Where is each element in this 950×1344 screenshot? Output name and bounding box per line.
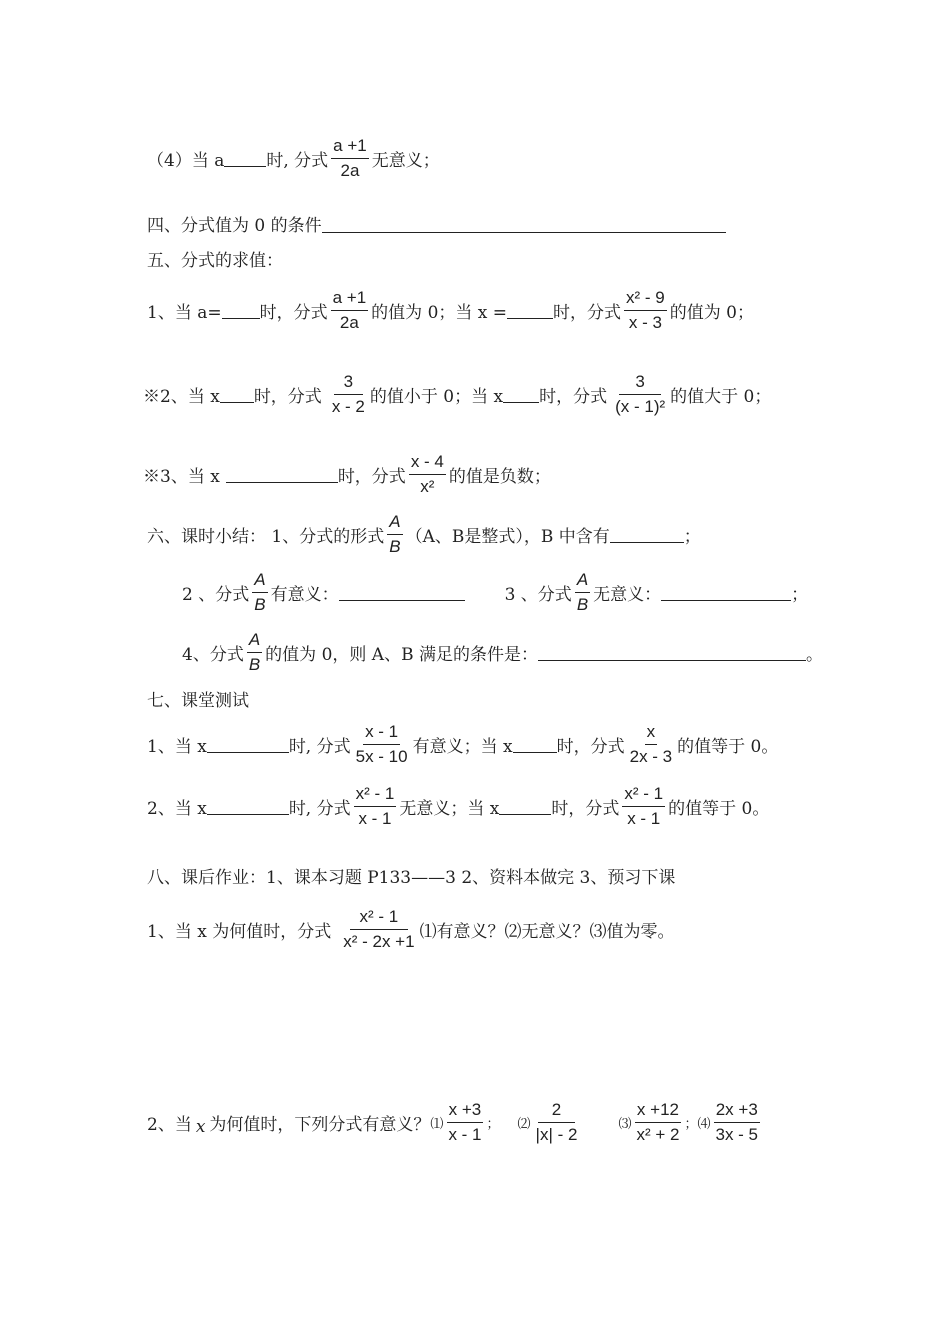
- q3-f-num: x - 4: [409, 452, 446, 475]
- hw2-f1-num: x +3: [447, 1100, 484, 1123]
- t2-blank-1[interactable]: [207, 797, 289, 815]
- hw2-sep-1: ；: [486, 1116, 500, 1132]
- q1-f1-num: a +1: [331, 288, 369, 311]
- section-6-item-4: [182, 630, 823, 674]
- hw1-f-den: x² - 2x +1: [343, 931, 415, 951]
- hw2-fraction-2: [534, 1100, 580, 1144]
- t1-blank-2[interactable]: [513, 735, 557, 753]
- hw1-fraction: [341, 907, 416, 951]
- hw2-fraction-3: [634, 1100, 681, 1144]
- item-4: [147, 136, 440, 180]
- sec6-blank[interactable]: [610, 525, 684, 543]
- hw2-label-1: ⑴: [430, 1116, 444, 1132]
- sec6b-blank-2[interactable]: [661, 583, 791, 601]
- item4-frac-den: 2a: [340, 160, 360, 180]
- q1-p5: 的值为 0；: [669, 302, 754, 323]
- t1-p1: 1、当 x: [147, 736, 207, 757]
- sec6b-p4: 无意义：: [593, 584, 662, 605]
- t2-fraction-2: [622, 784, 665, 828]
- t2-p2: 时, 分式: [288, 798, 351, 819]
- hw1-f-num: x² - 1: [350, 907, 409, 930]
- t2-fraction-1: [354, 784, 397, 828]
- sec6b-fraction-1: [252, 570, 267, 614]
- q1-fraction-2: [624, 288, 667, 332]
- section-6: [147, 512, 701, 556]
- q1: [147, 288, 754, 332]
- homework-1: [147, 907, 675, 951]
- t2-p3: 无意义；当 x: [399, 798, 500, 819]
- q3-p3: 的值是负数；: [448, 466, 551, 487]
- q1-p4: 时，分式: [553, 302, 622, 323]
- sec6c-p2: 的值为 0，则 A、B 满足的条件是：: [265, 644, 538, 665]
- q3-f-den: x²: [420, 476, 435, 496]
- q1-p3: 的值为 0；当 x =: [371, 302, 508, 323]
- t1-p4: 时，分式: [556, 736, 625, 757]
- sec6b-p3: 3 、分式: [504, 584, 572, 605]
- hw2-label-4: ⑷: [697, 1116, 711, 1132]
- q2-p4: 时，分式: [539, 386, 608, 407]
- homework-2: [147, 1100, 763, 1144]
- t1-f1-den: 5x - 10: [355, 746, 408, 766]
- q2-p1: ※2、当 x: [143, 386, 220, 407]
- sec6b-f1-num: A: [252, 570, 267, 593]
- q1-f2-den: x - 3: [628, 312, 662, 332]
- item4-mid: 时, 分式: [266, 150, 329, 171]
- sec6c-p1: 4、分式: [182, 644, 244, 665]
- q3-p1: ※3、当 x: [143, 466, 220, 487]
- hw2-f1-den: x - 1: [448, 1124, 482, 1144]
- q3-blank[interactable]: [226, 465, 338, 483]
- q2: [143, 372, 771, 416]
- sec6-fraction: [387, 512, 402, 556]
- hw2-sep-3: ；: [684, 1116, 698, 1132]
- sec6c-f-num: A: [247, 630, 262, 653]
- t1-fraction-2: [628, 722, 675, 766]
- sec5-text: 五、分式的求值：: [147, 251, 283, 271]
- sec4-text: 四、分式值为 0 的条件: [147, 216, 322, 236]
- sec6c-blank[interactable]: [538, 643, 806, 661]
- q2-f1-num: 3: [334, 372, 363, 395]
- t1-p3: 有意义；当 x: [412, 736, 513, 757]
- q3-fraction: [409, 452, 446, 496]
- sec6c-fraction: [247, 630, 262, 674]
- q1-f1-den: 2a: [339, 312, 359, 332]
- hw2-f2-den: |x| - 2: [535, 1124, 578, 1144]
- q3-p2: 时，分式: [337, 466, 406, 487]
- q2-fraction-1: [330, 372, 367, 416]
- q1-p2: 时，分式: [259, 302, 328, 323]
- hw2-p1: 2、当: [147, 1114, 192, 1135]
- q2-blank-1[interactable]: [220, 385, 254, 403]
- hw1-p1: 1、当 x 为何值时，分式: [147, 921, 332, 942]
- section-5: [147, 246, 283, 271]
- t2-f2-den: x - 1: [627, 808, 661, 828]
- hw2-p2: 为何值时，下列分式有意义？: [209, 1114, 431, 1135]
- t2-p1: 2、当 x: [147, 798, 207, 819]
- q2-f1-den: x - 2: [331, 396, 365, 416]
- test-2: [147, 784, 769, 828]
- t2-f2-num: x² - 1: [622, 784, 665, 807]
- sec6b-p1: 2 、分式: [182, 584, 250, 605]
- section-6-items-2-3: [182, 570, 808, 614]
- sec6b-blank-1[interactable]: [339, 583, 465, 601]
- hw2-f2-num: 2: [538, 1100, 575, 1123]
- sec6b-f1-den: B: [254, 594, 266, 614]
- q1-p1: 1、当 a=: [147, 302, 222, 323]
- t2-p5: 的值等于 0。: [668, 798, 770, 819]
- sec6-f-num: A: [387, 512, 402, 535]
- item4-fraction: [331, 136, 369, 180]
- sec6b-p5: ；: [791, 584, 809, 605]
- sec7-text: 七、课堂测试: [147, 691, 249, 711]
- q2-blank-2[interactable]: [503, 385, 539, 403]
- q2-f2-den: (x - 1)²: [615, 396, 666, 416]
- q3: [143, 452, 551, 496]
- hw2-label-2: ⑵: [517, 1116, 531, 1132]
- q1-fraction-1: [331, 288, 369, 332]
- q2-p5: 的值大于 0；: [670, 386, 772, 407]
- hw2-f4-den: 3x - 5: [715, 1124, 759, 1144]
- section-4: [147, 211, 726, 236]
- sec6b-f2-den: B: [576, 594, 589, 614]
- sec4-blank[interactable]: [322, 215, 726, 233]
- t1-f2-num: x: [645, 722, 658, 745]
- q2-f2-num: 3: [619, 372, 660, 395]
- hw1-p2: ⑴有意义？⑵无意义？⑶值为零。: [419, 921, 675, 942]
- t1-f1-num: x - 1: [363, 722, 400, 745]
- q2-p2: 时，分式: [253, 386, 322, 407]
- sec6c-f-den: B: [248, 654, 261, 674]
- sec6-p3: ；: [683, 526, 701, 547]
- item4-prefix: （4）当 a: [147, 150, 225, 171]
- sec6-p1: 六、课时小结： 1、分式的形式: [147, 526, 385, 547]
- sec6b-f2-num: A: [575, 570, 590, 593]
- t2-blank-2[interactable]: [499, 797, 551, 815]
- sec6-f-den: B: [389, 536, 401, 556]
- hw2-fraction-1: [446, 1100, 483, 1144]
- sec6c-p3: 。: [805, 644, 823, 665]
- q1-blank-2[interactable]: [507, 301, 553, 319]
- q2-p3: 的值小于 0；当 x: [369, 386, 504, 407]
- q1-f2-num: x² - 9: [624, 288, 667, 311]
- hw2-f4-num: 2x +3: [714, 1100, 760, 1123]
- t1-p5: 的值等于 0。: [677, 736, 779, 757]
- item4-blank[interactable]: [224, 149, 266, 167]
- q1-blank-1[interactable]: [222, 301, 260, 319]
- t2-f1-den: x - 1: [358, 808, 392, 828]
- t2-p4: 时，分式: [551, 798, 620, 819]
- item4-frac-num: a +1: [331, 136, 369, 159]
- q2-fraction-2: [613, 372, 667, 416]
- t1-f2-den: 2x - 3: [629, 746, 673, 766]
- item4-suffix: 无意义；: [371, 150, 440, 171]
- sec6b-p2: 有意义：: [270, 584, 339, 605]
- t1-blank-1[interactable]: [207, 735, 289, 753]
- sec8-text: 八、课后作业：1、课本习题 P133——3 2、资料本做完 3、预习下课: [147, 868, 676, 888]
- test-1: [147, 722, 778, 766]
- t1-p2: 时, 分式: [288, 736, 351, 757]
- hw2-var: x: [195, 1117, 206, 1138]
- t2-f1-num: x² - 1: [354, 784, 397, 807]
- t1-fraction-1: [354, 722, 410, 766]
- hw2-fraction-4: [713, 1100, 760, 1144]
- sec6b-fraction-2: [575, 570, 590, 614]
- section-7: [147, 686, 249, 711]
- hw2-f3-num: x +12: [635, 1100, 681, 1123]
- hw2-f3-den: x² + 2: [636, 1124, 680, 1144]
- hw2-label-3: ⑶: [618, 1116, 632, 1132]
- sec6-p2: （A、B是整式），B 中含有: [405, 526, 610, 547]
- section-8: [147, 863, 675, 888]
